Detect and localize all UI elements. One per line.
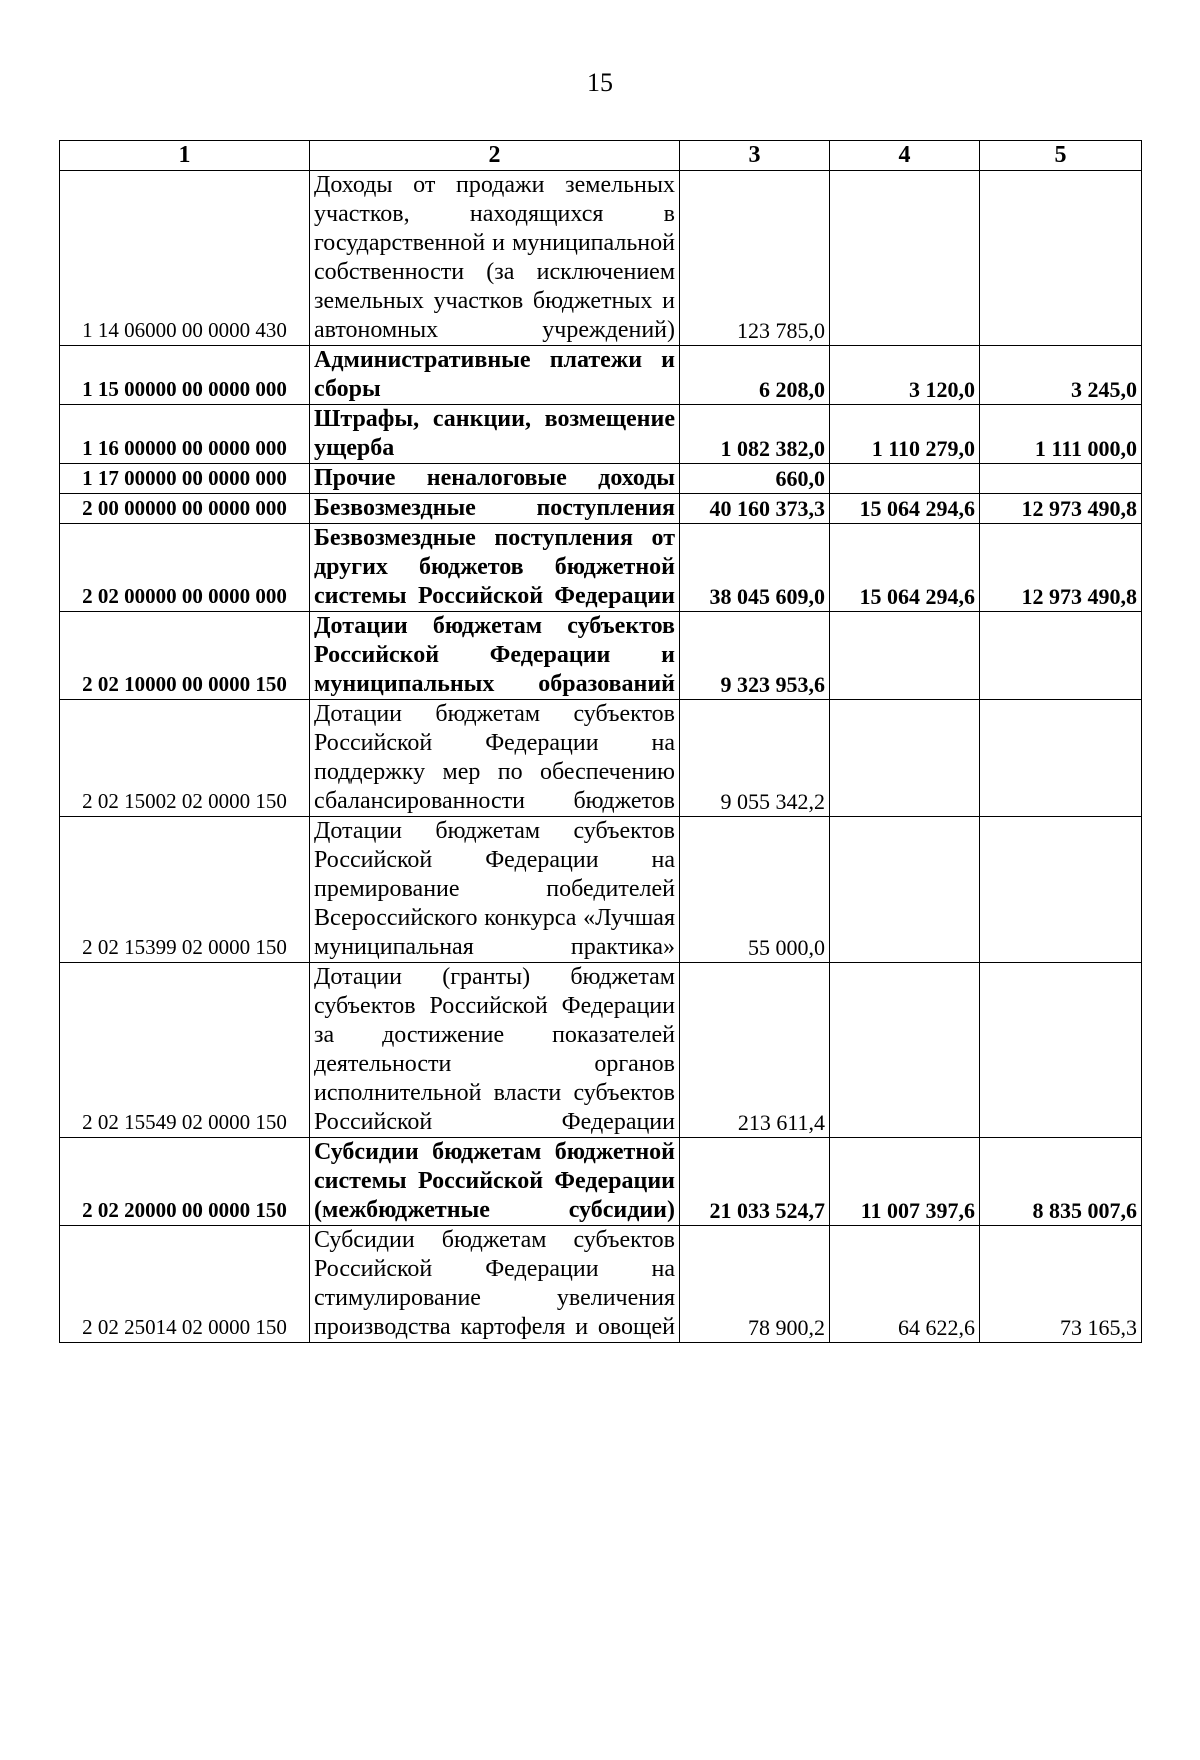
table-body [60,171,1142,1343]
table-row [60,1226,1142,1343]
table-row [60,524,1142,612]
header-col-1: 1 [60,141,310,171]
row-code: 2 02 20000 00 0000 150 [60,1138,310,1226]
row-code: 1 17 00000 00 0000 000 [60,464,310,494]
row-name: Доходы от продажи земельных участков, находящихся в государственной и муниципальной собственности (за исключением земельных участков бюджетных и автономных учреждений) [310,171,680,346]
table-row [60,346,1142,405]
row-value-col4: 15 064 294,6 [830,494,980,524]
row-value-col3: 40 160 373,3 [680,494,830,524]
row-value-col4 [830,464,980,494]
row-value-col5: 8 835 007,6 [980,1138,1142,1226]
row-code: 2 02 15549 02 0000 150 [60,963,310,1138]
page-number: 15 [587,68,613,97]
row-value-col5 [980,612,1142,700]
row-value-col4: 11 007 397,6 [830,1138,980,1226]
row-code: 2 02 10000 00 0000 150 [60,612,310,700]
table-row [60,171,1142,346]
row-code: 2 02 15002 02 0000 150 [60,700,310,817]
row-value-col3: 660,0 [680,464,830,494]
row-value-col4: 3 120,0 [830,346,980,405]
row-value-col3: 123 785,0 [680,171,830,346]
row-value-col5 [980,171,1142,346]
row-value-col5: 73 165,3 [980,1226,1142,1343]
row-value-col3: 1 082 382,0 [680,405,830,464]
row-value-col4 [830,612,980,700]
table-row [60,612,1142,700]
table-row [60,494,1142,524]
row-value-col5: 1 111 000,0 [980,405,1142,464]
row-code: 2 02 15399 02 0000 150 [60,817,310,963]
header-col-5: 5 [980,141,1142,171]
row-code: 2 02 25014 02 0000 150 [60,1226,310,1343]
row-value-col5: 12 973 490,8 [980,494,1142,524]
table-row [60,817,1142,963]
row-code: 1 14 06000 00 0000 430 [60,171,310,346]
row-name: Штрафы, санкции, возмещение ущерба [310,405,680,464]
row-value-col5 [980,700,1142,817]
row-value-col5 [980,464,1142,494]
row-code: 1 15 00000 00 0000 000 [60,346,310,405]
row-value-col4 [830,963,980,1138]
row-value-col4: 15 064 294,6 [830,524,980,612]
row-value-col5: 3 245,0 [980,346,1142,405]
row-value-col3: 213 611,4 [680,963,830,1138]
row-code: 1 16 00000 00 0000 000 [60,405,310,464]
row-name: Дотации бюджетам субъектов Российской Федерации на поддержку мер по обеспечению сбалансированности бюджетов [310,700,680,817]
header-col-4: 4 [830,141,980,171]
row-value-col3: 55 000,0 [680,817,830,963]
row-value-col5 [980,963,1142,1138]
row-value-col5: 12 973 490,8 [980,524,1142,612]
row-value-col3: 6 208,0 [680,346,830,405]
row-name: Дотации (гранты) бюджетам субъектов Российской Федерации за достижение показателей деятельности органов исполнительной власти субъектов Российской Федерации [310,963,680,1138]
row-name: Прочие неналоговые доходы [310,464,680,494]
row-name: Субсидии бюджетам субъектов Российской Федерации на стимулирование увеличения производства картофеля и овощей [310,1226,680,1343]
row-value-col4: 1 110 279,0 [830,405,980,464]
budget-table [59,140,1142,1343]
row-value-col4 [830,817,980,963]
row-name: Безвозмездные поступления от других бюджетов бюджетной системы Российской Федерации [310,524,680,612]
row-code: 2 02 00000 00 0000 000 [60,524,310,612]
row-value-col3: 9 323 953,6 [680,612,830,700]
row-value-col4: 64 622,6 [830,1226,980,1343]
row-value-col3: 21 033 524,7 [680,1138,830,1226]
row-value-col3: 9 055 342,2 [680,700,830,817]
row-value-col4 [830,171,980,346]
header-col-3: 3 [680,141,830,171]
row-name: Дотации бюджетам субъектов Российской Федерации на премирование победителей Всероссийского конкурса «Лучшая муниципальная практика» [310,817,680,963]
row-name: Дотации бюджетам субъектов Российской Федерации и муниципальных образований [310,612,680,700]
table-row [60,963,1142,1138]
row-value-col5 [980,817,1142,963]
row-value-col4 [830,700,980,817]
row-value-col3: 78 900,2 [680,1226,830,1343]
header-col-2: 2 [310,141,680,171]
row-value-col3: 38 045 609,0 [680,524,830,612]
table-header-row [60,141,1142,171]
table-row [60,1138,1142,1226]
row-name: Административные платежи и сборы [310,346,680,405]
table-row [60,405,1142,464]
table-row [60,700,1142,817]
row-code: 2 00 00000 00 0000 000 [60,494,310,524]
row-name: Субсидии бюджетам бюджетной системы Российской Федерации (межбюджетные субсидии) [310,1138,680,1226]
table-row [60,464,1142,494]
row-name: Безвозмездные поступления [310,494,680,524]
